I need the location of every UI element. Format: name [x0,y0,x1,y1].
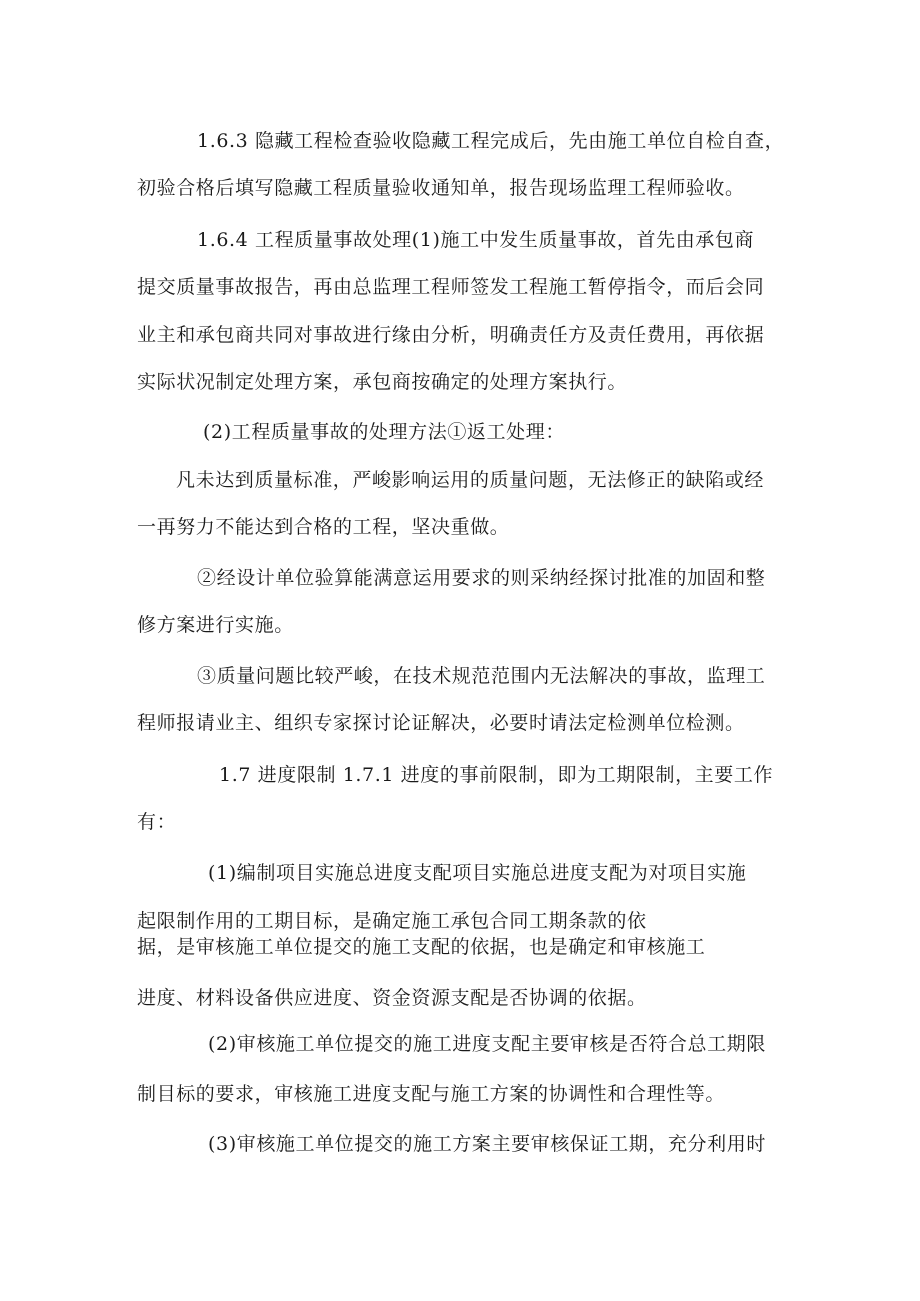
text-line-4: 提交质量事故报告，再由总监理工程师签发工程施工暂停指令，而后会同 [137,276,765,298]
text-line-18: 据，是审核施工单位提交的施工支配的依据，也是确定和审核施工 [137,936,706,958]
text-line-3: 1.6.4 工程质量事故处理(1)施工中发生质量事故，首先由承包商 [197,229,755,251]
text-line-21: 制目标的要求，审核施工进度支配与施工方案的协调性和合理性等。 [137,1083,726,1105]
text-line-14: 1.7 进度限制 1.7.1 进度的事前限制，即为工期限制，主要工作 [219,764,774,786]
text-line-9: 一再努力不能达到合格的工程，坚决重做。 [137,516,510,538]
text-line-16: (1)编制项目实施总进度支配项目实施总进度支配为对项目实施 [208,862,747,884]
text-line-1: 1.6.3 隐藏工程检查验收隐藏工程完成后，先由施工单位自检自查， [197,130,785,152]
text-line-10: ②经设计单位验算能满意运用要求的则采纳经探讨批准的加固和整 [197,567,766,589]
text-line-13: 程师报请业主、组织专家探讨论证解决，必要时请法定检测单位检测。 [137,712,745,734]
text-line-5: 业主和承包商共同对事故进行缘由分析，明确责任方及责任费用，再依据 [137,324,765,346]
text-line-20: (2)审核施工单位提交的施工进度支配主要审核是否符合总工期限 [208,1033,766,1055]
text-line-8: 凡未达到质量标准，严峻影响运用的质量问题，无法修正的缺陷或经 [176,469,765,491]
text-line-7: (2)工程质量事故的处理方法①返工处理： [203,421,565,443]
text-line-11: 修方案进行实施。 [137,614,294,636]
text-line-12: ③质量问题比较严峻，在技术规范范围内无法解决的事故，监理工 [197,665,766,687]
text-line-17: 起限制作用的工期目标，是确定施工承包合同工期条款的依 [137,910,647,932]
text-line-2: 初验合格后填写隐藏工程质量验收通知单，报告现场监理工程师验收。 [137,177,745,199]
text-line-19: 进度、材料设备供应进度、资金资源支配是否协调的依据。 [137,987,647,1009]
text-line-15: 有： [137,811,177,833]
text-line-22: (3)审核施工单位提交的施工方案主要审核保证工期，充分利用时 [208,1133,766,1155]
text-line-6: 实际状况制定处理方案，承包商按确定的处理方案执行。 [137,371,628,393]
